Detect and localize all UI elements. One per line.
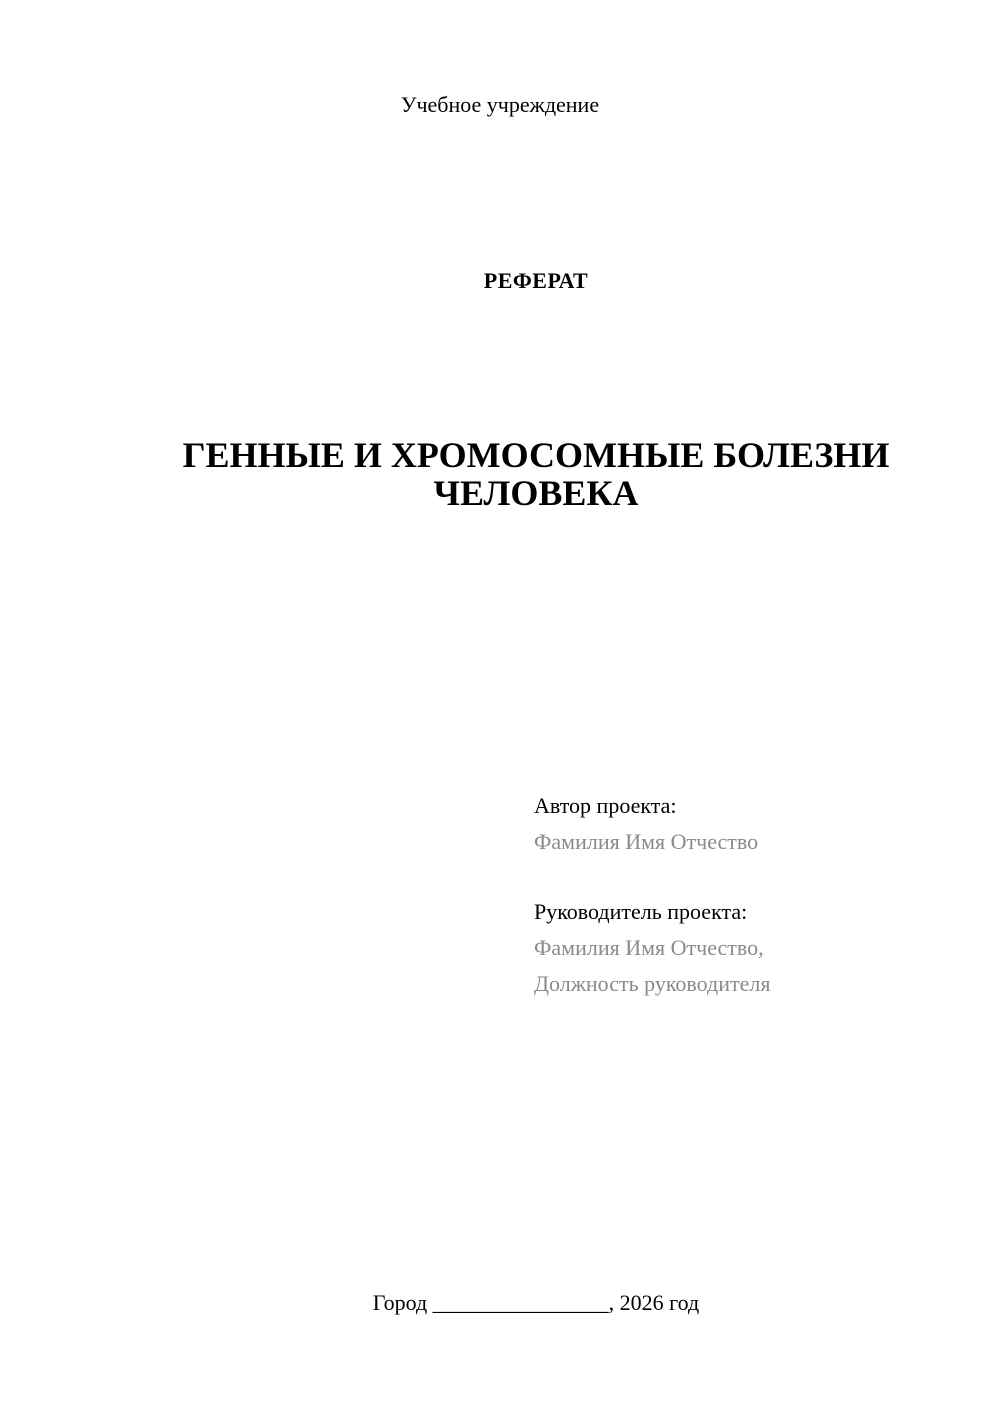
author-name-placeholder: Фамилия Имя Отчество: [534, 829, 759, 854]
supervisor-name-placeholder: Фамилия Имя Отчество,: [534, 935, 764, 960]
document-title: [160, 436, 912, 512]
supervisor-position-placeholder: Должность руководителя: [534, 971, 771, 996]
document-type: РЕФЕРАТ: [483, 268, 589, 293]
city-year-line: Город ________________, 2026 год: [372, 1290, 700, 1315]
supervisor-label: Руководитель проекта:: [534, 899, 748, 924]
signature-block: [534, 788, 974, 1002]
document-title-line-1: ГЕННЫЕ И ХРОМОСОМНЫЕ БОЛЕЗНИ: [182, 435, 890, 475]
institution-name: Учебное учреждение: [400, 92, 600, 117]
document-title-line-2: ЧЕЛОВЕКА: [433, 473, 639, 513]
signature-spacer: [534, 860, 974, 894]
author-label: Автор проекта:: [534, 793, 677, 818]
